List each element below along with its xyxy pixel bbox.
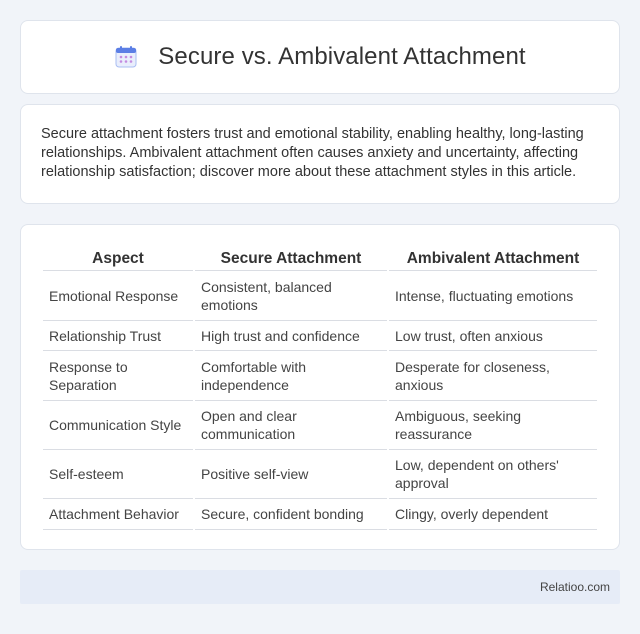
cell-ambivalent: Intense, fluctuating emotions — [389, 271, 597, 321]
column-header-ambivalent: Ambivalent Attachment — [389, 245, 597, 271]
cell-aspect: Attachment Behavior — [43, 499, 193, 530]
column-header-secure: Secure Attachment — [195, 245, 387, 271]
table-header-row — [43, 245, 597, 271]
intro-text: Secure attachment fosters trust and emotional stability, enabling healthy, long-lasting relationships. Ambivalent attachment often causes anxiety and uncertainty, affecting relationship satisfaction; discover more about these attachment styles in this article. — [41, 126, 584, 180]
cell-ambivalent: Low trust, often anxious — [389, 321, 597, 351]
comparison-card — [20, 224, 620, 550]
cell-ambivalent: Low, dependent on others' approval — [389, 450, 597, 499]
column-header-aspect: Aspect — [43, 245, 193, 271]
cell-secure: Positive self-view — [195, 450, 387, 499]
footer — [20, 570, 620, 604]
cell-aspect: Self-esteem — [43, 450, 193, 499]
comparison-table — [41, 245, 599, 530]
page-title: Secure vs. Ambivalent Attachment — [158, 43, 526, 70]
cell-ambivalent: Desperate for closeness, anxious — [389, 351, 597, 401]
cell-aspect: Relationship Trust — [43, 321, 193, 351]
cell-secure: Consistent, balanced emotions — [195, 271, 387, 321]
cell-aspect: Communication Style — [43, 401, 193, 450]
cell-secure: Comfortable with independence — [195, 351, 387, 401]
cell-secure: High trust and confidence — [195, 321, 387, 351]
table-row — [43, 271, 597, 321]
intro-card — [20, 104, 620, 204]
cell-ambivalent: Ambiguous, seeking reassurance — [389, 401, 597, 450]
cell-aspect: Emotional Response — [43, 271, 193, 321]
cell-secure: Open and clear communication — [195, 401, 387, 450]
cell-secure: Secure, confident bonding — [195, 499, 387, 530]
calendar-icon — [114, 45, 138, 69]
cell-aspect: Response to Separation — [43, 351, 193, 401]
table-row — [43, 401, 597, 450]
title-card — [20, 20, 620, 94]
cell-ambivalent: Clingy, overly dependent — [389, 499, 597, 530]
title-row — [114, 43, 525, 71]
table-row — [43, 321, 597, 351]
footer-site-name[interactable]: Relatioo.com — [539, 580, 610, 594]
table-row — [43, 499, 597, 530]
table-row — [43, 450, 597, 499]
table-row — [43, 351, 597, 401]
